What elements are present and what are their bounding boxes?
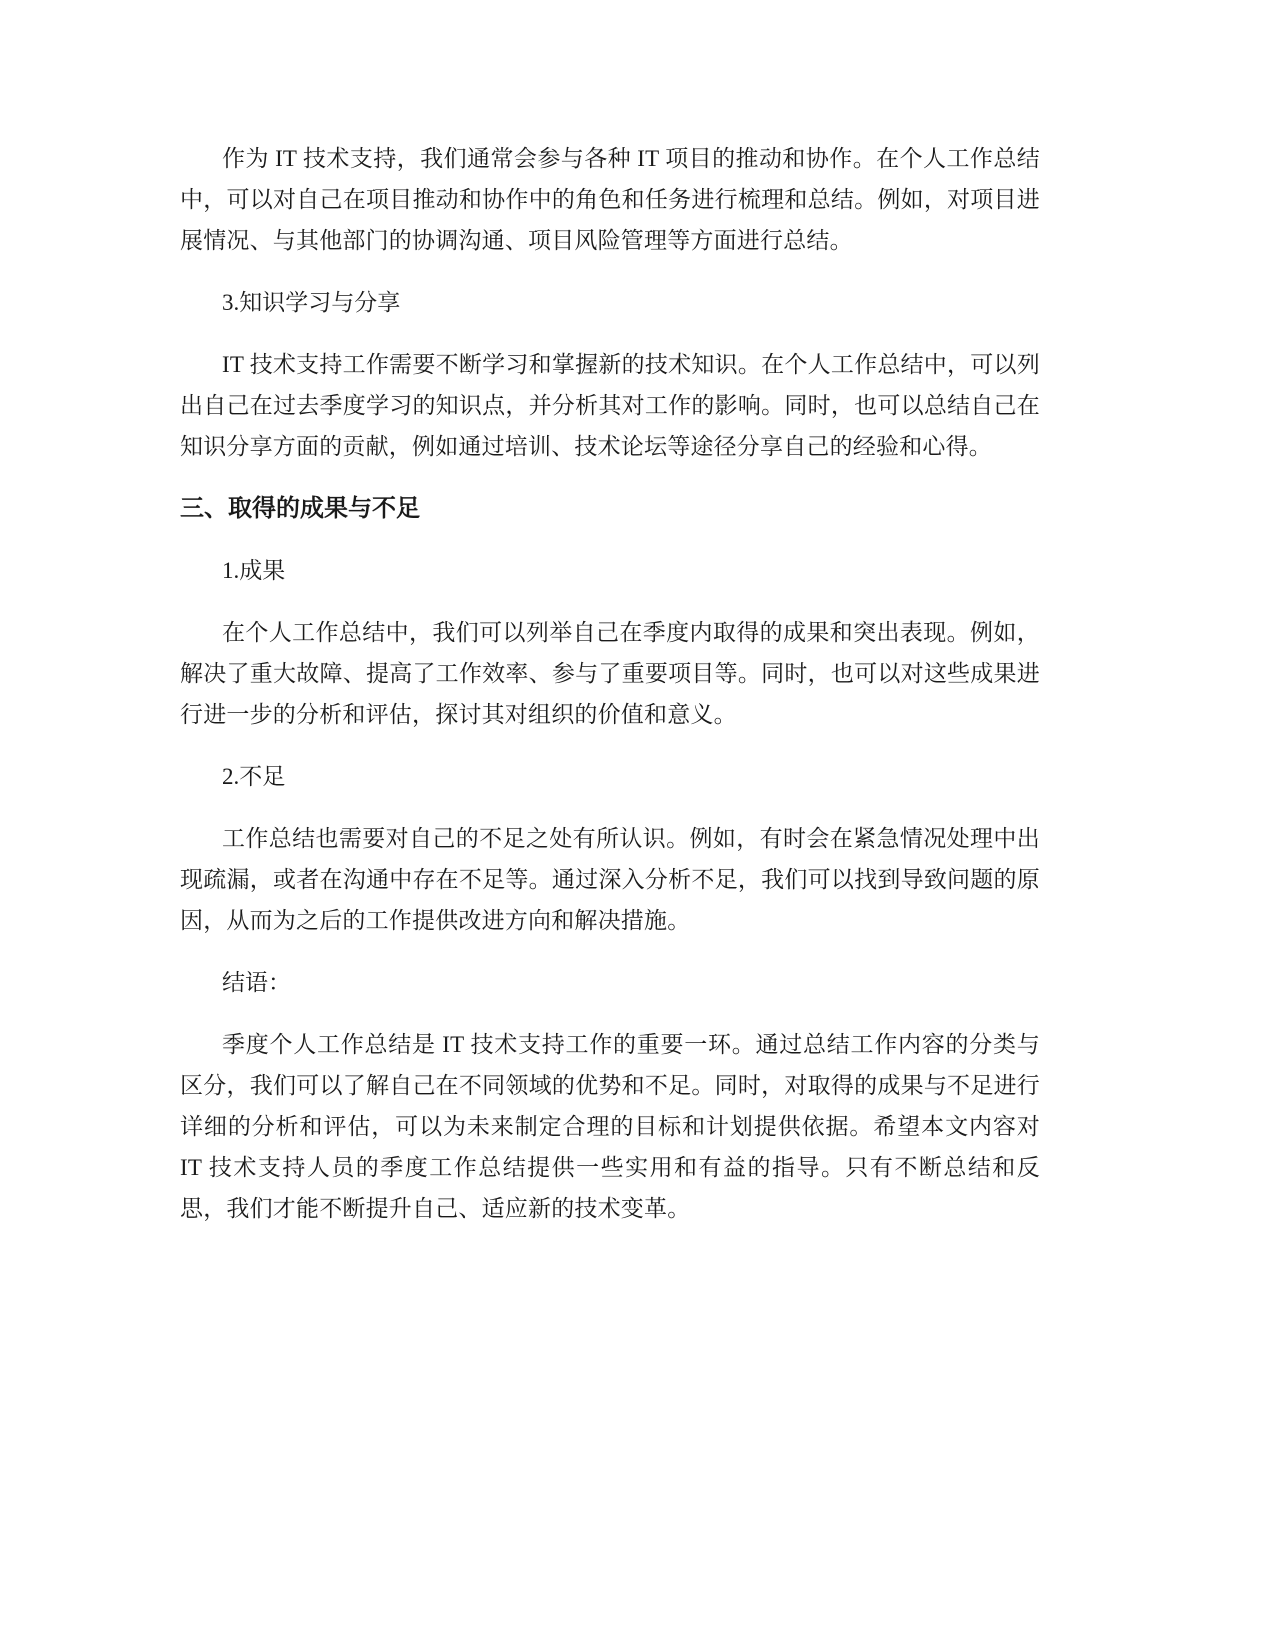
paragraph-knowledge-sharing: IT 技术支持工作需要不断学习和掌握新的技术知识。在个人工作总结中，可以列出自己在过去季度学习的知识点，并分析其对工作的影响。同时，也可以总结自己在知识分享方面的贡献，例如通过培训、技术论坛等途径分享自己的经验和心得。 xyxy=(180,352,1040,459)
subheading-knowledge-sharing: 3.知识学习与分享 xyxy=(222,290,401,315)
paragraph-achievements: 在个人工作总结中，我们可以列举自己在季度内取得的成果和突出表现。例如，解决了重大故障、提高了工作效率、参与了重要项目等。同时，也可以对这些成果进行进一步的分析和评估，探讨其对组织的价值和意义。 xyxy=(180,620,1040,727)
paragraph-shortcomings: 工作总结也需要对自己的不足之处有所认识。例如，有时会在紧急情况处理中出现疏漏，或者在沟通中存在不足等。通过深入分析不足，我们可以找到导致问题的原因，从而为之后的工作提供改进方向和解决措施。 xyxy=(180,826,1040,933)
subheading-achievements: 1.成果 xyxy=(222,558,286,583)
document-page xyxy=(180,138,1040,1250)
subheading-shortcomings: 2.不足 xyxy=(222,764,286,789)
paragraph-project-collaboration: 作为 IT 技术支持，我们通常会参与各种 IT 项目的推动和协作。在个人工作总结中，可以对自己在项目推动和协作中的角色和任务进行梳理和总结。例如，对项目进展情况、与其他部门的协调沟通、项目风险管理等方面进行总结。 xyxy=(180,146,1040,253)
section-heading-achievements: 三、取得的成果与不足 xyxy=(180,495,420,522)
paragraph-conclusion: 季度个人工作总结是 IT 技术支持工作的重要一环。通过总结工作内容的分类与区分，我们可以了解自己在不同领域的优势和不足。同时，对取得的成果与不足进行详细的分析和评估，可以为未来制定合理的目标和计划提供依据。希望本文内容对 IT 技术支持人员的季度工作总结提供一些实用和有益的指导。只有不断总结和反思，我们才能不断提升自己、适应新的技术变革。 xyxy=(180,1032,1040,1221)
conclusion-label: 结语： xyxy=(222,970,291,995)
